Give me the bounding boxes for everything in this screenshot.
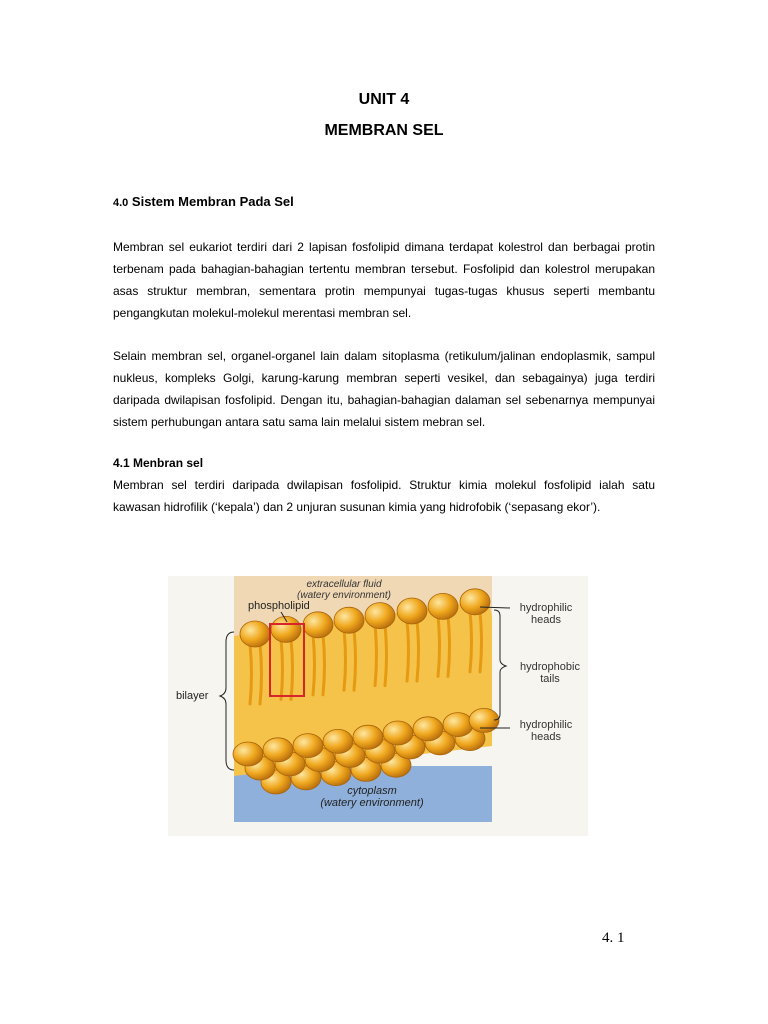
hydrophobic-tails-label: hydrophobic [520, 661, 580, 673]
section-heading-4-1: 4.1 Menbran sel [113, 456, 204, 470]
phospholipid-head-top [397, 598, 427, 624]
section-heading-text: Sistem Membran Pada Sel [131, 194, 294, 209]
paragraph-2: Selain membran sel, organel-organel lain dalam sitoplasma (retikulum/jalinan endoplasmik, sampul nukleus, kompleks Golgi, karung-karung membran seperti vesikel, dan sebagainya) juga terdiri daripada dwilapisan fosfolipid. Dengan itu, bahagian-bahagian dalaman sel sebenarnya mempunyai sistem perhubungan antara satu sama lain melalui sistem mebran sel. [113, 349, 655, 429]
phospholipid-tail [250, 644, 252, 704]
phospholipid-head-bottom [383, 721, 413, 745]
hydrophobic-tails-sublabel: tails [540, 673, 560, 685]
phospholipid-tail [260, 644, 262, 704]
cytoplasm-sublabel: (watery environment) [320, 797, 424, 809]
phospholipid-tail [417, 621, 419, 681]
phospholipid-head-bottom [443, 713, 473, 737]
bilayer-label: bilayer [176, 690, 209, 702]
section-number: 4.0 [113, 197, 129, 209]
cytoplasm-label: cytoplasm [347, 785, 397, 797]
phospholipid-tail [385, 626, 387, 686]
hydrophilic-heads-top-sublabel: heads [531, 614, 561, 626]
paragraph-1: Membran sel eukariot terdiri dari 2 lapisan fosfolipid dimana terdapat kolestrol dan berbagai protin terbenam pada bahagian-bahagian tertentu membran tersebut. Fosfolipid dan kolestrol merupakan asas struktur membran, sementara protin mempunyai tugas-tugas khusus seperti membantu pengangkutan molekul-molekul merentasi membran sel. [113, 240, 655, 320]
phospholipid-head-top [334, 607, 364, 633]
hydrophilic-heads-bottom-sublabel: heads [531, 731, 561, 743]
phospholipid-label: phospholipid [248, 600, 310, 612]
phospholipid-head-bottom [233, 742, 263, 766]
phospholipid-tail [448, 616, 450, 676]
phospholipid-tail [323, 635, 325, 695]
page-title: MEMBRAN SEL [324, 122, 444, 139]
extracellular-sublabel: (watery environment) [297, 590, 391, 601]
phospholipid-tail [407, 621, 409, 681]
phospholipid-head-bottom [323, 729, 353, 753]
phospholipid-head-bottom [353, 725, 383, 749]
phospholipid-head-bottom [413, 717, 443, 741]
phospholipid-tail [344, 630, 346, 690]
membrane-diagram-svg [168, 576, 588, 836]
membrane-diagram [168, 576, 588, 836]
phospholipid-tail [375, 626, 377, 686]
phospholipid-head-top [365, 603, 395, 629]
phospholipid-head-bottom [293, 734, 323, 758]
phospholipid-head-top [460, 589, 490, 615]
section-heading-4-0 [113, 194, 294, 209]
extracellular-label: extracellular fluid [306, 579, 382, 590]
phospholipid-tail [313, 635, 315, 695]
hydrophilic-heads-bottom-label: hydrophilic [519, 719, 573, 731]
phospholipid-tail [470, 612, 472, 672]
phospholipid-tail [291, 639, 293, 699]
phospholipid-head-top [303, 612, 333, 638]
paragraph-3: Membran sel terdiri daripada dwilapisan fosfolipid. Struktur kimia molekul fosfolipid ialah satu kawasan hidrofilik (‘kepala’) dan 2 unjuran susunan kimia yang hidrofobik (‘sepasang ekor’). [113, 478, 655, 514]
hydrophilic-heads-top-label: hydrophilic [519, 602, 573, 614]
phospholipid-tail [281, 639, 283, 699]
phospholipid-tail [354, 630, 356, 690]
phospholipid-tail [438, 616, 440, 676]
unit-number: UNIT 4 [358, 91, 410, 108]
page-number: 4. 1 [602, 930, 625, 946]
phospholipid-head-bottom [263, 738, 293, 762]
phospholipid-tail [480, 612, 482, 672]
phospholipid-head-top [240, 621, 270, 647]
phospholipid-head-top [428, 593, 458, 619]
